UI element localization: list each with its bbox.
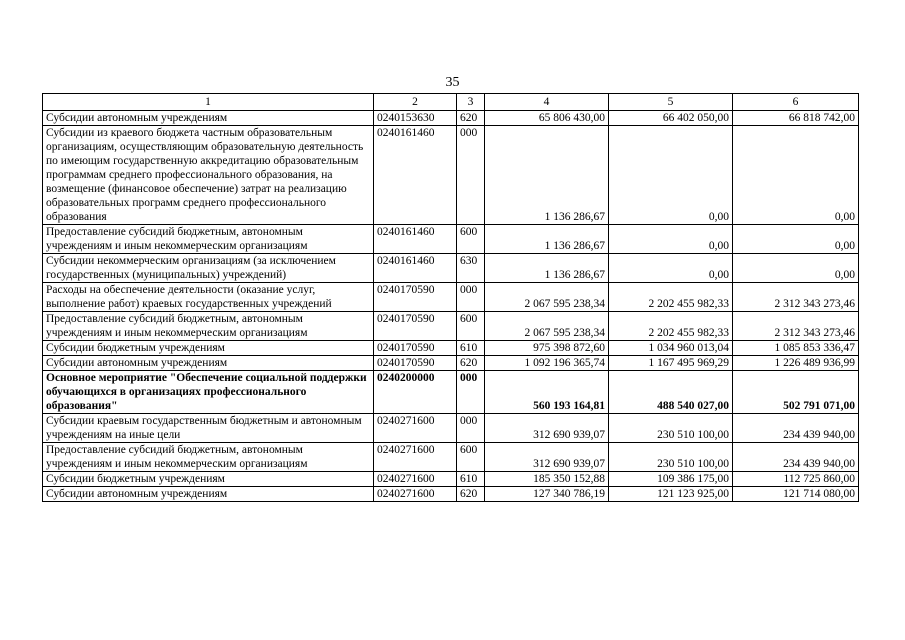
row-amount-col6: 2 312 343 273,46: [733, 312, 859, 341]
row-amount-col4: 1 136 286,67: [485, 126, 609, 225]
row-kvr-cell: 600: [457, 225, 485, 254]
row-amount-col4: 1 136 286,67: [485, 254, 609, 283]
table-row: [43, 341, 859, 356]
row-name-cell: Субсидии из краевого бюджета частным образовательным организациям, осуществляющим образовательную деятельность по имеющим государственную аккредитацию образовательным программам среднего профессионального образования, на возмещение (финансовое обеспечение) затрат на реализацию образовательных программ среднего профессионального образования: [43, 126, 374, 225]
row-code-cell: 0240170590: [374, 341, 457, 356]
row-amount-col5: 0,00: [609, 126, 733, 225]
row-code-cell: 0240170590: [374, 283, 457, 312]
row-name-cell: Предоставление субсидий бюджетным, автономным учреждениям и иным некоммерческим организациям: [43, 312, 374, 341]
row-amount-col5: 1 167 495 969,29: [609, 356, 733, 371]
row-amount-col6: 234 439 940,00: [733, 414, 859, 443]
row-name-cell: Субсидии автономным учреждениям: [43, 356, 374, 371]
row-code-cell: 0240200000: [374, 371, 457, 414]
row-amount-col6: 502 791 071,00: [733, 371, 859, 414]
row-amount-col5: 121 123 925,00: [609, 487, 733, 502]
table-row: [43, 414, 859, 443]
row-kvr-cell: 620: [457, 111, 485, 126]
row-amount-col6: 121 714 080,00: [733, 487, 859, 502]
row-name-cell: Субсидии автономным учреждениям: [43, 111, 374, 126]
row-amount-col6: 0,00: [733, 225, 859, 254]
row-code-cell: 0240161460: [374, 126, 457, 225]
header-cell: 1: [43, 94, 374, 111]
row-kvr-cell: 000: [457, 283, 485, 312]
row-kvr-cell: 000: [457, 126, 485, 225]
header-cell: 6: [733, 94, 859, 111]
table-row: [43, 443, 859, 472]
row-name-cell: Субсидии автономным учреждениям: [43, 487, 374, 502]
row-code-cell: 0240271600: [374, 487, 457, 502]
header-cell: 4: [485, 94, 609, 111]
row-kvr-cell: 610: [457, 341, 485, 356]
row-kvr-cell: 600: [457, 312, 485, 341]
budget-table: [42, 93, 859, 502]
row-amount-col4: 312 690 939,07: [485, 414, 609, 443]
row-amount-col6: 234 439 940,00: [733, 443, 859, 472]
row-code-cell: 0240153630: [374, 111, 457, 126]
row-amount-col5: 0,00: [609, 254, 733, 283]
table-row: [43, 371, 859, 414]
row-amount-col5: 230 510 100,00: [609, 414, 733, 443]
table-row: [43, 126, 859, 225]
table-row: [43, 111, 859, 126]
row-amount-col5: 2 202 455 982,33: [609, 283, 733, 312]
row-name-cell: Субсидии бюджетным учреждениям: [43, 472, 374, 487]
row-amount-col6: 0,00: [733, 126, 859, 225]
row-amount-col4: 185 350 152,88: [485, 472, 609, 487]
row-amount-col4: 975 398 872,60: [485, 341, 609, 356]
row-amount-col6: 1 226 489 936,99: [733, 356, 859, 371]
row-name-cell: Субсидии бюджетным учреждениям: [43, 341, 374, 356]
row-amount-col4: 1 136 286,67: [485, 225, 609, 254]
page-number: 35: [445, 75, 460, 90]
row-amount-col5: 230 510 100,00: [609, 443, 733, 472]
row-name-cell: Субсидии краевым государственным бюджетным и автономным учреждениям на иные цели: [43, 414, 374, 443]
row-kvr-cell: 000: [457, 414, 485, 443]
table-row: [43, 225, 859, 254]
row-amount-col5: 488 540 027,00: [609, 371, 733, 414]
header-cell: 2: [374, 94, 457, 111]
row-amount-col4: 2 067 595 238,34: [485, 283, 609, 312]
table-row: [43, 356, 859, 371]
row-kvr-cell: 620: [457, 487, 485, 502]
row-kvr-cell: 630: [457, 254, 485, 283]
row-name-cell: Субсидии некоммерческим организациям (за исключением государственных (муниципальных) учреждений): [43, 254, 374, 283]
row-code-cell: 0240170590: [374, 312, 457, 341]
table-row: [43, 487, 859, 502]
row-code-cell: 0240271600: [374, 414, 457, 443]
row-amount-col5: 109 386 175,00: [609, 472, 733, 487]
row-amount-col5: 66 402 050,00: [609, 111, 733, 126]
row-amount-col6: 2 312 343 273,46: [733, 283, 859, 312]
row-name-cell: Предоставление субсидий бюджетным, автономным учреждениям и иным некоммерческим организациям: [43, 443, 374, 472]
row-amount-col6: 112 725 860,00: [733, 472, 859, 487]
row-kvr-cell: 600: [457, 443, 485, 472]
row-code-cell: 0240271600: [374, 472, 457, 487]
row-amount-col5: 1 034 960 013,04: [609, 341, 733, 356]
row-name-cell: Основное мероприятие "Обеспечение социальной поддержки обучающихся в организациях профессионального образования": [43, 371, 374, 414]
row-amount-col4: 65 806 430,00: [485, 111, 609, 126]
row-kvr-cell: 000: [457, 371, 485, 414]
row-code-cell: 0240271600: [374, 443, 457, 472]
row-amount-col5: 0,00: [609, 225, 733, 254]
table-row: [43, 283, 859, 312]
row-kvr-cell: 610: [457, 472, 485, 487]
row-amount-col5: 2 202 455 982,33: [609, 312, 733, 341]
row-amount-col6: 0,00: [733, 254, 859, 283]
row-code-cell: 0240170590: [374, 356, 457, 371]
table-row: [43, 312, 859, 341]
row-name-cell: Расходы на обеспечение деятельности (оказание услуг, выполнение работ) краевых государственных учреждений: [43, 283, 374, 312]
row-amount-col4: 127 340 786,19: [485, 487, 609, 502]
header-cell: 3: [457, 94, 485, 111]
row-code-cell: 0240161460: [374, 225, 457, 254]
header-cell: 5: [609, 94, 733, 111]
row-kvr-cell: 620: [457, 356, 485, 371]
row-code-cell: 0240161460: [374, 254, 457, 283]
row-amount-col4: 312 690 939,07: [485, 443, 609, 472]
row-name-cell: Предоставление субсидий бюджетным, автономным учреждениям и иным некоммерческим организациям: [43, 225, 374, 254]
row-amount-col4: 2 067 595 238,34: [485, 312, 609, 341]
table-row: [43, 472, 859, 487]
row-amount-col6: 1 085 853 336,47: [733, 341, 859, 356]
row-amount-col6: 66 818 742,00: [733, 111, 859, 126]
row-amount-col4: 560 193 164,81: [485, 371, 609, 414]
table-row: [43, 254, 859, 283]
header-row: [43, 94, 859, 111]
row-amount-col4: 1 092 196 365,74: [485, 356, 609, 371]
